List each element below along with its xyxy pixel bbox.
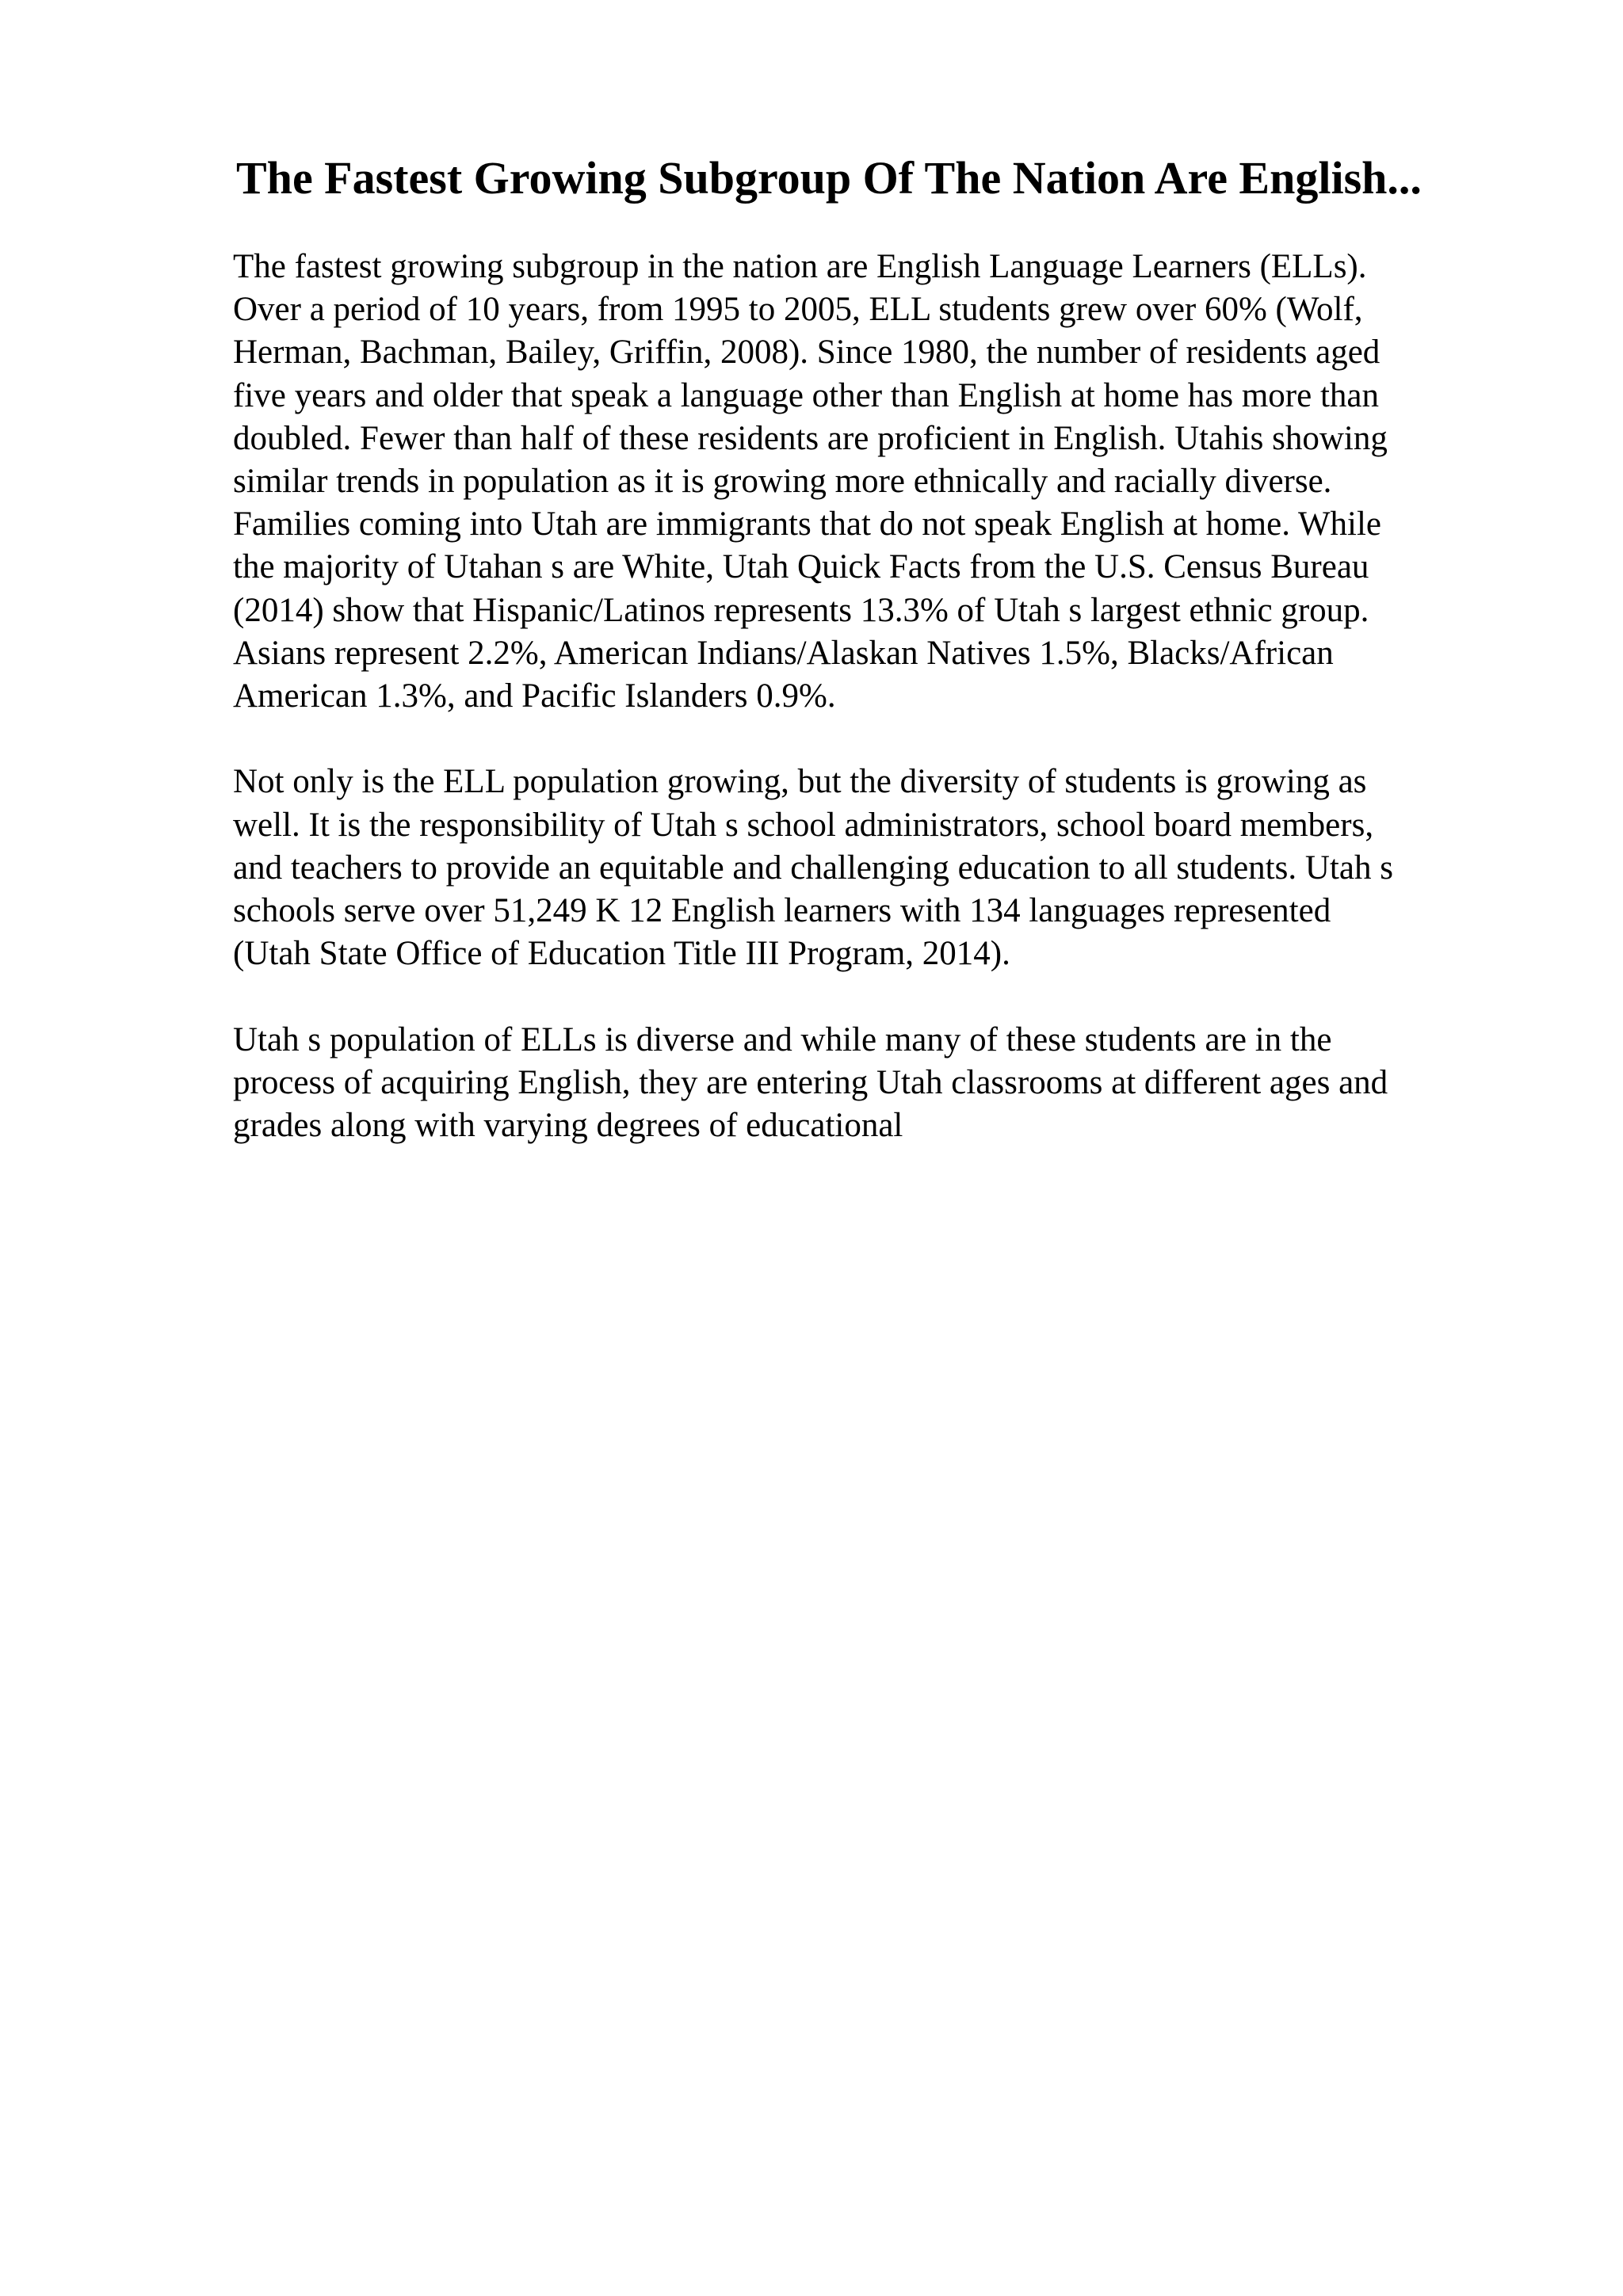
- text-line: process of acquiring English, they are entering Utah classrooms at different ages and: [233, 1063, 1388, 1101]
- text-line: the majority of Utahan s are White, Utah Quick Facts from the U.S. Census Bureau: [233, 548, 1369, 586]
- text-line: Over a period of 10 years, from 1995 to 2005, ELL students grew over 60% (Wolf,: [233, 291, 1363, 329]
- paragraph-2: [233, 761, 1533, 975]
- text-line: Herman, Bachman, Bailey, Griffin, 2008). Since 1980, the number of residents aged: [233, 334, 1381, 372]
- document-title: The Fastest Growing Subgroup Of The Nation Are English...: [236, 152, 1422, 204]
- paragraph-1: [233, 246, 1533, 718]
- text-line: (Utah State Office of Education Title III Program, 2014).: [233, 935, 1010, 973]
- text-line: Not only is the ELL population growing, but the diversity of students is growing as: [233, 763, 1367, 801]
- text-line: Families coming into Utah are immigrants that do not speak English at home. While: [233, 505, 1382, 543]
- text-line: Asians represent 2.2%, American Indians/Alaskan Natives 1.5%, Blacks/African: [233, 634, 1334, 672]
- text-line: grades along with varying degrees of educational: [233, 1107, 903, 1145]
- text-line: (2014) show that Hispanic/Latinos represents 13.3% of Utah s largest ethnic group.: [233, 591, 1369, 629]
- text-line: well. It is the responsibility of Utah s school administrators, school board members,: [233, 806, 1374, 844]
- text-line: similar trends in population as it is growing more ethnically and racially diverse.: [233, 463, 1332, 501]
- document-body: [233, 246, 1533, 1190]
- text-line: Utah s population of ELLs is diverse and while many of these students are in the: [233, 1020, 1332, 1058]
- text-line: schools serve over 51,249 K 12 English learners with 134 languages represented: [233, 892, 1331, 930]
- text-line: and teachers to provide an equitable and challenging education to all students. Utah s: [233, 849, 1393, 887]
- text-line: five years and older that speak a language other than English at home has more than: [233, 376, 1379, 414]
- text-line: doubled. Fewer than half of these residents are proficient in English. Utahis showing: [233, 419, 1388, 457]
- paragraph-3: [233, 1019, 1533, 1148]
- text-line: American 1.3%, and Pacific Islanders 0.9%.: [233, 677, 836, 715]
- text-line: The fastest growing subgroup in the nation are English Language Learners (ELLs).: [233, 248, 1367, 285]
